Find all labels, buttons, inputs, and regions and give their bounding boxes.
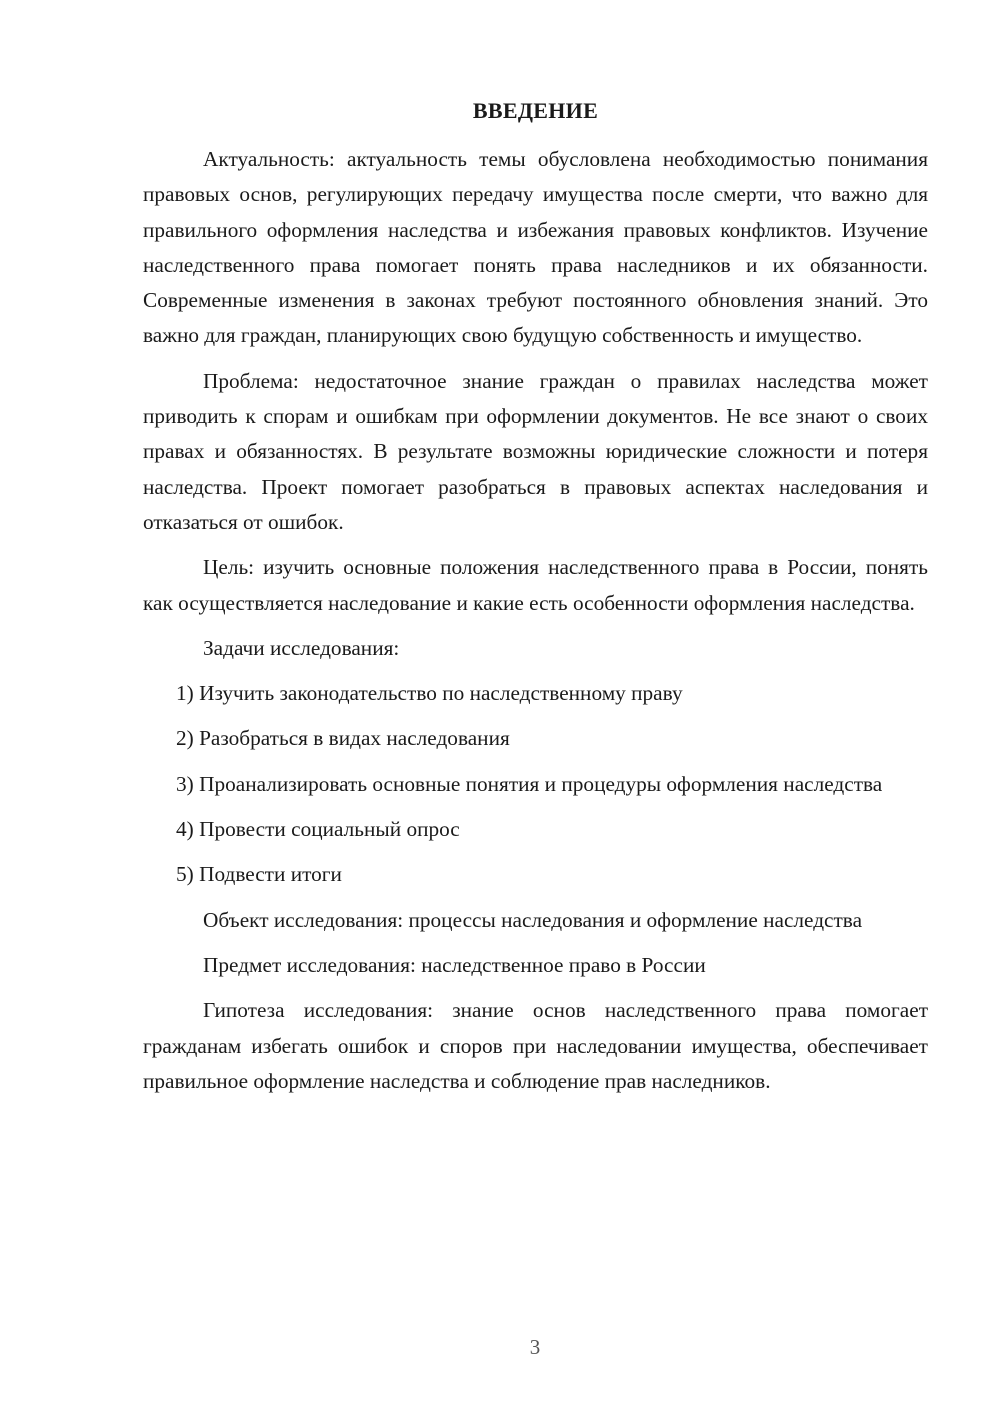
task-item-2: 2) Разобраться в видах наследования xyxy=(176,726,510,751)
page-number: 3 xyxy=(529,1335,541,1359)
task-item-3: 3) Проанализировать основные понятия и процедуры оформления наследства xyxy=(176,771,883,796)
paragraph-subject: Предмет исследования: наследственное право в России xyxy=(203,952,706,977)
paragraph-object: Объект исследования: процессы наследования и оформление наследства xyxy=(203,907,863,932)
paragraph-problem: Проблема: недостаточное знание граждан о правилах наследства может приводить к спорам и ошибкам при оформлении документов. Не все знают о своих правах и обязанностях. В результате возможны юридические сложности и потеря наследства. Проект помогает разобраться в правовых аспектах наследования и отказаться от ошибок. xyxy=(143,368,928,534)
body-text xyxy=(143,142,928,1099)
task-item-1: 1) Изучить законодательство по наследственному праву xyxy=(176,681,683,706)
paragraph-hypothesis: Гипотеза исследования: знание основ наследственного права помогает гражданам избегать ошибок и споров при наследовании имущества, обеспечивает правильное оформление наследства и соблюдение прав наследников. xyxy=(143,998,928,1093)
task-item-5: 5) Подвести итоги xyxy=(176,862,342,887)
tasks-heading: Задачи исследования: xyxy=(203,635,400,660)
paragraph-goal: Цель: изучить основные положения наследственного права в России, понять как осуществляется наследование и какие есть особенности оформления наследства. xyxy=(143,555,928,615)
task-item-4: 4) Провести социальный опрос xyxy=(176,817,460,842)
page-title: ВВЕДЕНИЕ xyxy=(472,98,599,123)
paragraph-relevance: Актуальность: актуальность темы обусловлена необходимостью понимания правовых основ, регулирующих передачу имущества после смерти, что важно для правильного оформления наследства и избежания правовых конфликтов. Изучение наследственного права помогает понять права наследников и их обязанности. Современные изменения в законах требуют постоянного обновления знаний. Это важно для граждан, планирующих свою будущую собственность и имущество. xyxy=(143,147,928,348)
